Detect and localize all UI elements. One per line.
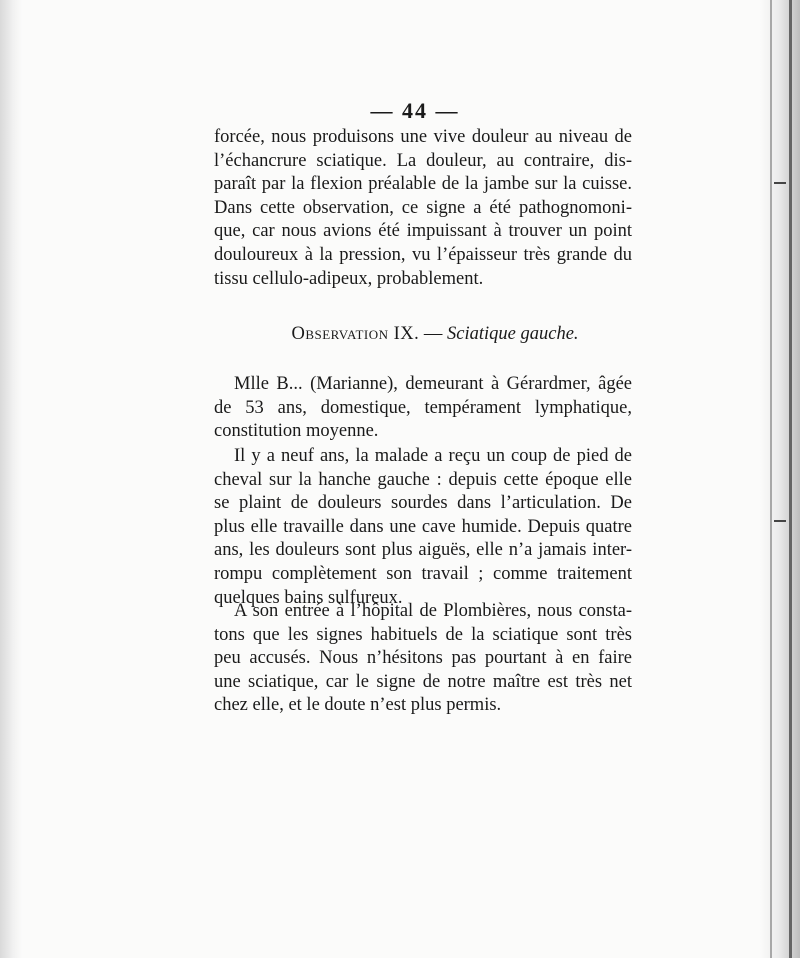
text-line: l’échancrure sciatique. La douleur, au contraire, dis-	[214, 150, 632, 171]
text-line: ans, les douleurs sont plus aiguës, elle n’a jamais inter-	[214, 540, 632, 561]
page-edge-line	[770, 0, 772, 958]
text-line: tissu cellulo-adipeux, probablement.	[214, 268, 484, 289]
text-line: que, car nous avions été impuissant à trouver un point	[214, 221, 632, 242]
page-edge-line-outer	[789, 0, 792, 958]
text-line: forcée, nous produisons une vive douleur au niveau de	[214, 127, 632, 147]
text-line: quelques bains sulfureux.	[214, 587, 403, 608]
text-line: plus elle travaille dans une cave humide. Depuis quatre	[214, 516, 632, 537]
edge-mark	[774, 520, 786, 522]
text-line: Il y a neuf ans, la malade a reçu un coup de pied de	[234, 446, 632, 466]
text-line: peu accusés. Nous n’hésitons pas pourtant à en faire	[214, 648, 632, 669]
heading-dash: —	[419, 324, 448, 344]
observation-title: Sciatique gauche.	[447, 324, 579, 344]
admission-paragraph	[214, 600, 632, 718]
text-line: de 53 ans, domestique, tempérament lymphatique,	[214, 397, 632, 418]
paragraph-continued	[214, 126, 632, 291]
page-number: — 44 —	[370, 98, 460, 123]
edge-mark	[774, 182, 786, 184]
text-line: Mlle B... (Marianne), demeurant à Gérardmer, âgée	[234, 374, 632, 394]
page-edge	[760, 0, 800, 958]
text-line: une sciatique, car le signe de notre maître est très net	[214, 671, 632, 692]
binding-shadow	[0, 0, 22, 958]
text-line: tons que les signes habituels de la sciatique sont très	[214, 624, 632, 645]
text-line: paraît par la flexion préalable de la jambe sur la cuisse.	[214, 174, 632, 195]
text-line: A son entrée à l’hôpital de Plombières, nous consta-	[234, 601, 632, 621]
patient-description	[214, 373, 632, 444]
history-paragraph	[214, 445, 632, 610]
text-line: chez elle, et le doute n’est plus permis.	[214, 695, 502, 716]
text-line: Dans cette observation, ce signe a été pathognomoni-	[214, 197, 632, 218]
text-line: se plaint de douleurs sourdes dans l’articulation. De	[214, 493, 632, 514]
text-line: rompu complètement son travail ; comme traitement	[214, 563, 632, 584]
text-line: cheval sur la hanche gauche : depuis cette époque elle	[214, 469, 632, 490]
text-line: constitution moyenne.	[214, 421, 379, 442]
observation-label: Observation IX.	[291, 324, 420, 344]
text-line: douloureux à la pression, vu l’épaisseur très grande du	[214, 244, 632, 265]
observation-heading	[214, 322, 632, 346]
